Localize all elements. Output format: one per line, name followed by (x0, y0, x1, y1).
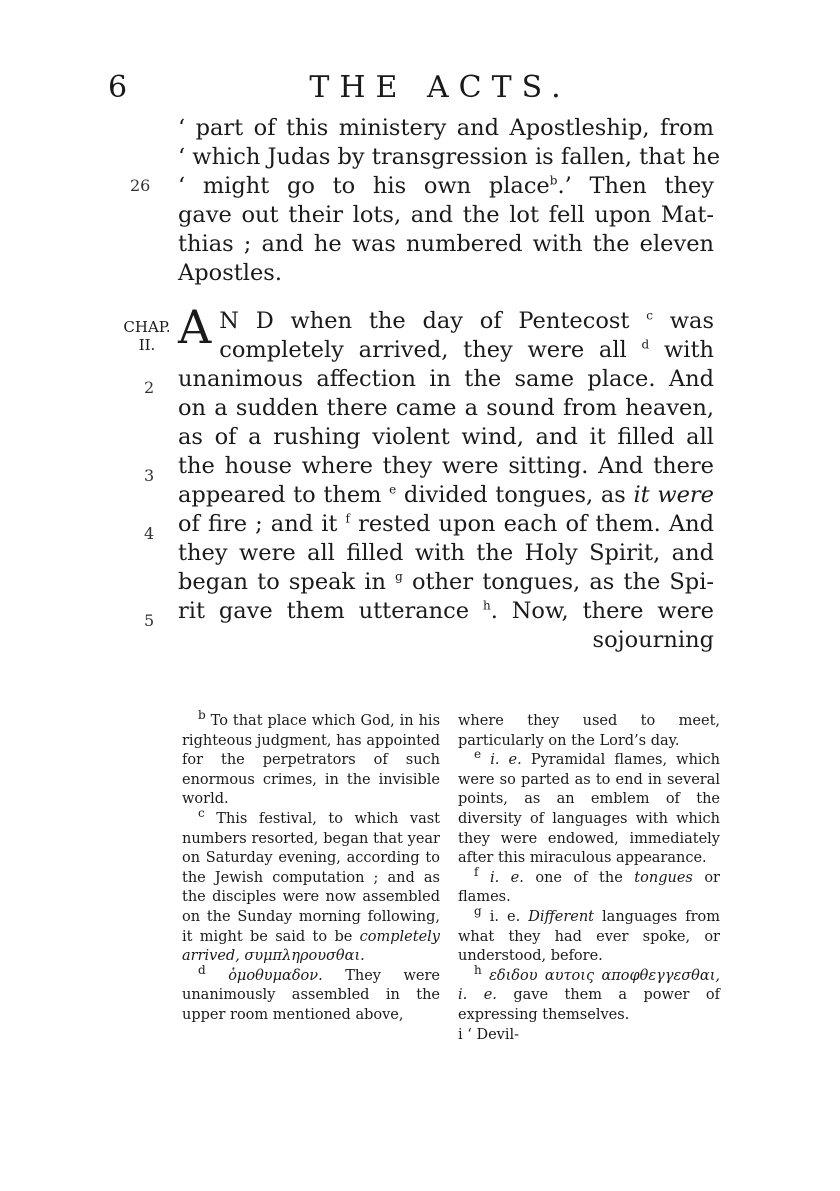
footnotes-left-column (182, 708, 441, 1026)
text-line: of fire ; and it $^f$ rested upon each of them. And (178, 511, 715, 537)
chapter-opening (178, 300, 714, 365)
footnote-c: $^c$ This festival, to which vast numbers resorted, began that year on Saturday evening, according to the Jewish computation ; and as the disciples were now assembled on the Sunday morning following, it might be said to be completely arrived, συμπληρουσθαι. (182, 806, 440, 965)
footnote-d-continued: where they used to meet, particularly on the Lord’s day. (458, 713, 720, 749)
footnote-h: $^h$ εδιδου αυτοις αποφθεγγεσθαι, i. e. gave them a power of expressing themselves. (458, 962, 721, 1023)
text-line: rit gave them utterance $^h$. Now, there were (178, 598, 714, 624)
running-title: THE ACTS. (309, 70, 571, 105)
footnote-ref-f: f (345, 511, 350, 526)
text-line: thias ; and he was numbered with the eleven (178, 231, 714, 257)
text-line: ‘ which Judas by transgression is fallen, that he (178, 144, 721, 170)
footnote-b: $^b$ To that place which God, in his righteous judgment, has appointed for the perpetrators of such enormous crimes, in the invisible world. (182, 708, 441, 808)
footnote-d: $^d$ ὁμοθυμαδον. They were unanimously assembled in the upper room mentioned above, (182, 962, 441, 1023)
footnote-ref-e: e (389, 482, 397, 497)
main-text (178, 114, 721, 655)
text-line: unanimous affection in the same place. And (178, 366, 714, 392)
footnote-ref-g: g (395, 569, 403, 584)
chapter-number: II. (138, 336, 156, 354)
text-line: Apostles. (178, 260, 282, 286)
verse-number-4: 4 (144, 524, 155, 543)
verse-number-26: 26 (130, 176, 151, 195)
text-line: completely arrived, they were all $^d$ with (219, 337, 714, 363)
text-line: gave out their lots, and the lot fell upon Mat- (178, 202, 714, 228)
footnote-catchword: i ‘ Devil- (458, 1026, 520, 1043)
text-line: appeared to them $^e$ divided tongues, as it were (178, 482, 715, 508)
footnote-ref-h: h (482, 598, 491, 613)
footnote-ref-d: d (641, 337, 650, 352)
text-line: on a sudden there came a sound from heaven, (178, 395, 714, 421)
footnote-e: $^e$ i. e. Pyramidal flames, which were so parted as to end in several points, as an emblem of the diversity of languages with which they were endowed, immediately after this miraculous appearance. (458, 747, 721, 867)
text-line: ‘ part of this ministery and Apostleship, from (178, 115, 714, 141)
text-line: ‘ might go to his own place$^b$.’ Then they (178, 173, 714, 199)
page-number: 6 (108, 70, 128, 105)
footnote-f: $^f$ i. e. one of the tongues or flames. (458, 864, 720, 906)
text-line: began to speak in $^g$ other tongues, as the Spi- (178, 569, 714, 595)
text-line: N D when the day of Pentecost $^c$ was (219, 308, 714, 334)
footnote-ref-b: b (549, 173, 558, 188)
text-line: as of a rushing violent wind, and it filled all (178, 424, 714, 450)
catchword: sojourning (592, 627, 714, 653)
text-line: the house where they were sitting. And there (178, 453, 714, 479)
footnote-ref-c: c (646, 308, 653, 323)
footnote-g: $^g$ i. e. Different languages from what they had ever spoke, or understood, before. (458, 904, 721, 965)
text-line: they were all filled with the Holy Spirit, and (178, 540, 714, 566)
verse-number-5: 5 (144, 611, 155, 630)
chapter-label: CHAP. (123, 318, 171, 336)
verse-number-2: 2 (144, 378, 155, 397)
footnotes-right-column (458, 712, 720, 1045)
chapter-marker (116, 318, 178, 354)
drop-cap: A (178, 300, 212, 354)
verse-number-3: 3 (144, 466, 155, 485)
